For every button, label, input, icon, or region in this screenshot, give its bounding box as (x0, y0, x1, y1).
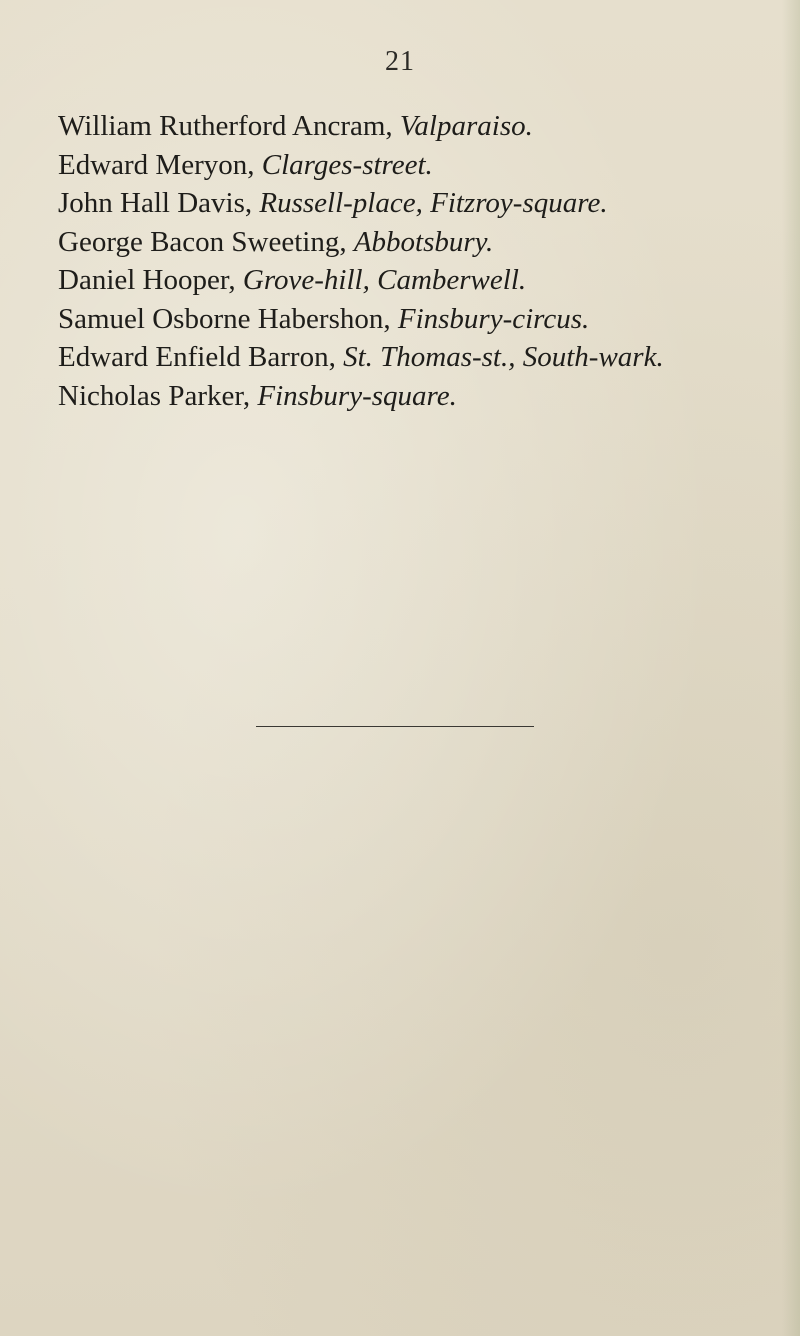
list-item (58, 338, 788, 377)
page-number: 21 (385, 46, 415, 77)
member-address: Valparaiso. (399, 110, 533, 142)
section-divider (256, 726, 534, 727)
member-address: Abbotsbury. (353, 225, 494, 258)
member-address: Russell-place, Fitzroy-square. (259, 187, 608, 219)
member-list (58, 107, 788, 415)
list-item (58, 107, 788, 146)
member-name: Nicholas Parker, (58, 379, 258, 412)
list-item (58, 184, 788, 223)
member-name: Samuel Osborne Habershon, (58, 302, 398, 335)
list-item (58, 146, 788, 185)
list-item (58, 261, 788, 300)
member-address: Grove-hill, Camberwell. (242, 264, 527, 296)
member-address: Finsbury-circus. (397, 302, 590, 335)
member-address: Clarges-street. (261, 148, 433, 181)
member-name: John Hall Davis, (58, 187, 260, 219)
member-name: William Rutherford Ancram, (58, 110, 400, 142)
member-name: George Bacon Sweeting, (58, 225, 354, 258)
member-name: Edward Enfield Barron, (58, 341, 344, 373)
list-item (58, 223, 788, 262)
list-item (58, 300, 788, 339)
member-address: Finsbury-square. (257, 379, 457, 412)
member-name: Daniel Hooper, (58, 264, 243, 296)
member-name: Edward Meryon, (58, 148, 262, 181)
member-address: St. Thomas-st., South-wark. (343, 341, 664, 373)
list-item (58, 377, 788, 416)
